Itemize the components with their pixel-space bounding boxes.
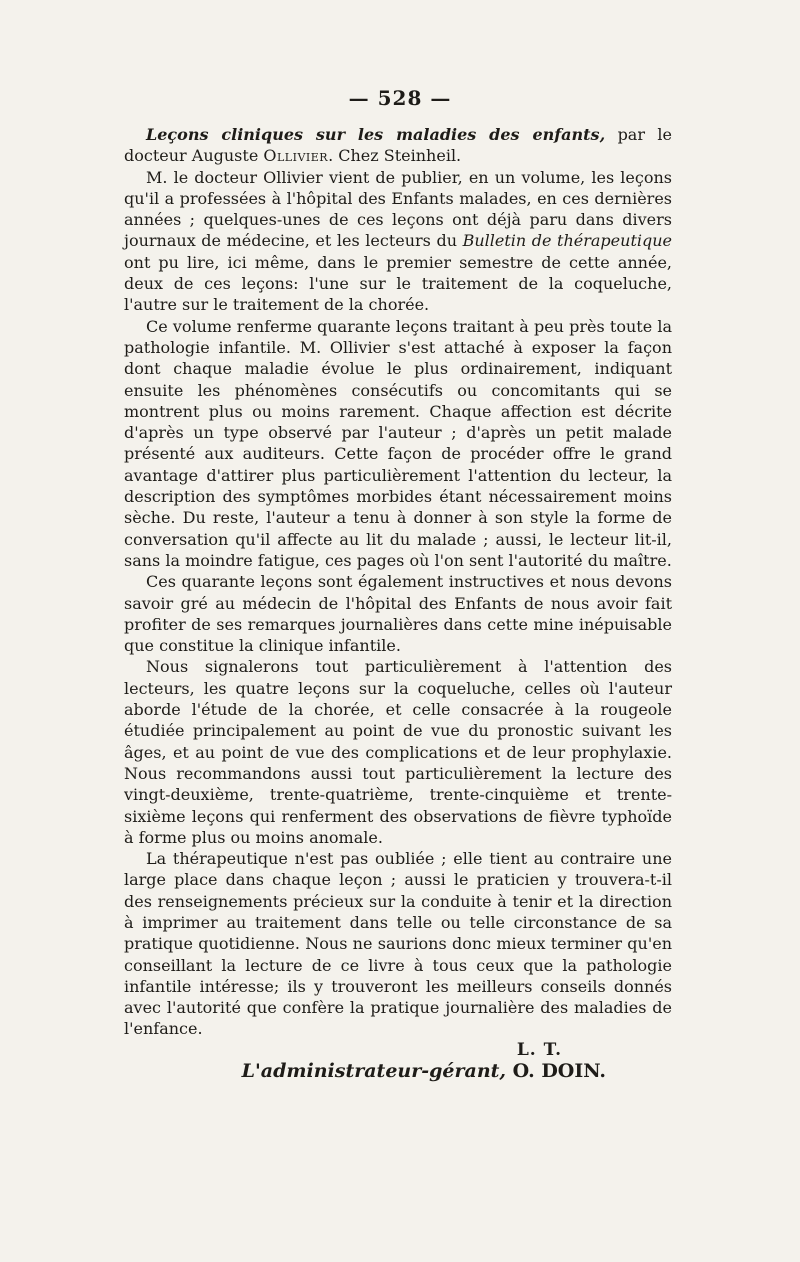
- page-number: — 528 —: [348, 86, 452, 110]
- paragraph-2: Ce volume renferme quarante leçons traitant à peu près toute la pathologie infantile. M. Ollivier s'est attaché à exposer la façon dont chaque maladie évolue le plus ordinairement, indiquant ensuite les phénomènes consécutifs ou concomitants qui se montrent plus ou moins rarement. Chaque affection est décrite d'après un type observé par l'auteur ; d'après un petit malade présenté aux auditeurs. Cette façon de procéder offre le grand avantage d'attirer plus particulièrement l'attention du lecteur, la description des symptômes morbides étant nécessairement moins sèche. Du reste, l'auteur a tenu à donner à son style la forme de conversation qu'il affecte au lit du malade ; aussi, le lecteur lit-il, sans la moindre fatigue, ces pages où l'on sent l'autorité du maître.: [124, 316, 672, 570]
- paragraph-text: M. le docteur Ollivier vient de publier, en un volume, les leçons qu'il a professées à l'hôpital des Enfants malades, en ces dernières années ; quelques-unes de ces leçons ont déjà paru dans divers journaux de médecine, et les lecteurs du: [124, 167, 672, 251]
- author-intro: par le docteur Auguste: [124, 125, 673, 166]
- journal-title: Bulletin de thérapeutique: [462, 231, 672, 251]
- signature: [124, 1061, 672, 1082]
- review-heading: [124, 124, 672, 167]
- book-title: Leçons cliniques sur les maladies des enfants,: [146, 125, 606, 144]
- paragraph-1: [124, 167, 672, 316]
- author-surname: Ollivier: [263, 146, 329, 166]
- paragraph-4: Nous signalerons tout particulièrement à l'attention des lecteurs, les quatre leçons sur la coqueluche, celles où l'auteur aborde l'étude de la chorée, et celle consacrée à la rougeole étudiée principalement au point de vue du pronostic suivant les âges, et au point de vue des complications et de leur prophylaxie. Nous recommandons aussi tout particulièrement la lecture des vingt-deuxième, trente-quatrième, trente-cinquième et trente-sixième leçons qui renferment des observations de fièvre typhoïde à forme plus ou moins anomale.: [124, 657, 672, 847]
- paragraph-5: La thérapeutique n'est pas oubliée ; elle tient au contraire une large place dans chaque leçon ; aussi le praticien y trouvera-t-il des renseignements précieux sur la conduite à tenir et la direction à imprimer au traitement dans telle ou telle circonstance de sa pratique quotidienne. Nous ne saurions donc mieux terminer qu'en conseillant la lecture de ce livre à tous ceux que la pathologie infantile intéresse; ils y trouveront les meilleurs conseils donnés avec l'autorité que confère la pratique journalière des maladies de l'enfance.: [124, 849, 672, 1039]
- paragraph-text: ont pu lire, ici même, dans le premier semestre de cette année, deux de ces leçons: l'une sur le traitement de la coqueluche, l'autre sur le traitement de la chorée.: [124, 252, 672, 315]
- paragraph-3: Ces quarante leçons sont également instructives et nous devons savoir gré au médecin de l'hôpital des Enfants de nous avoir fait profiter de ses remarques journalières dans cette mine inépuisable que constitue la clinique infantile.: [124, 572, 672, 656]
- signature-role: L'administrateur-gérant,: [241, 1060, 507, 1083]
- signature-name: O. DOIN.: [506, 1060, 606, 1083]
- reviewer-initials: L. T.: [516, 1039, 562, 1060]
- publisher: . Chez Steinheil.: [328, 146, 462, 166]
- book-review: [124, 124, 672, 1082]
